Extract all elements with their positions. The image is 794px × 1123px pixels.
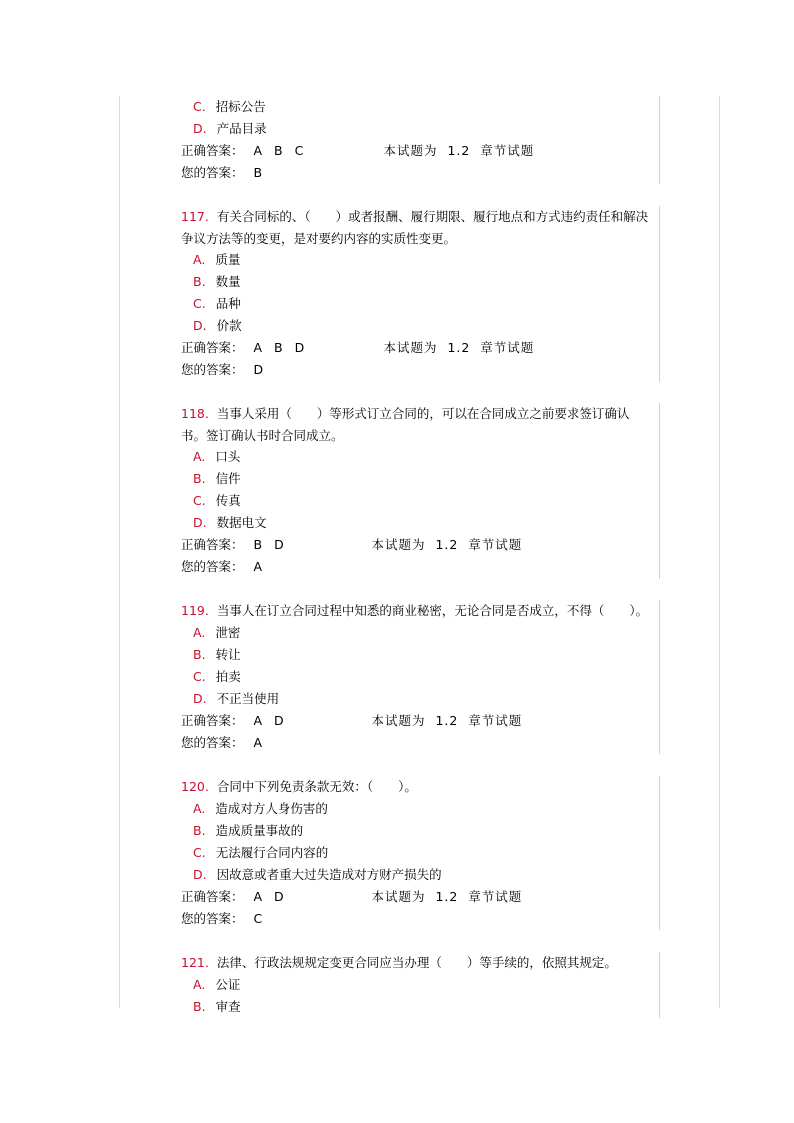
option-letter: C.	[193, 845, 206, 860]
correct-answer-label: 正确答案：	[181, 713, 244, 728]
option	[181, 644, 659, 666]
option	[181, 820, 659, 842]
correct-answer-row	[181, 886, 659, 908]
correct-answer-value: A D	[253, 713, 288, 728]
your-answer-label: 您的答案：	[181, 165, 244, 180]
option-letter: D.	[193, 867, 207, 882]
option-text: 泄密	[215, 625, 241, 640]
question-number: 120.	[181, 779, 209, 794]
option-letter: D.	[193, 318, 207, 333]
option-letter: B.	[193, 647, 206, 662]
option-text: 审查	[215, 999, 241, 1014]
chapter-note: 本试题为 1.2 章节试题	[371, 713, 523, 728]
quiz-content	[181, 96, 659, 1018]
your-answer-value: D	[253, 362, 264, 377]
option-letter: C.	[193, 296, 206, 311]
your-answer-row	[181, 732, 659, 754]
question-text	[181, 206, 653, 249]
question-number: 119.	[181, 603, 209, 618]
correct-answer-value: A D	[253, 889, 288, 904]
your-answer-row	[181, 556, 659, 578]
option	[181, 798, 659, 820]
question-number: 117.	[181, 209, 209, 224]
option-letter: A.	[193, 625, 206, 640]
option	[181, 622, 659, 644]
option-letter: D.	[193, 691, 207, 706]
option	[181, 249, 659, 271]
option-letter: A.	[193, 252, 206, 267]
chapter-note: 本试题为 1.2 章节试题	[383, 143, 535, 158]
option-letter: B.	[193, 274, 206, 289]
question-number: 118.	[181, 406, 209, 421]
correct-answer-value: A B D	[253, 340, 309, 355]
your-answer-row	[181, 359, 659, 381]
option-text: 招标公告	[215, 99, 266, 114]
your-answer-value: A	[253, 735, 263, 750]
option	[181, 666, 659, 688]
question-stem: 合同中下列免责条款无效：（ ）。	[216, 779, 417, 794]
option	[181, 688, 659, 710]
option-text: 公证	[215, 977, 241, 992]
option-letter: C.	[193, 493, 206, 508]
question-121-partial	[181, 952, 659, 1018]
correct-answer-label: 正确答案：	[181, 537, 244, 552]
question-stem: 当事人在订立合同过程中知悉的商业秘密，无论合同是否成立，不得（ ）。	[216, 603, 649, 618]
option-text: 不正当使用	[216, 691, 280, 706]
question-120	[181, 776, 659, 930]
question-stem: 法律、行政法规规定变更合同应当办理（ ）等手续的，依照其规定。	[216, 955, 617, 970]
option	[181, 864, 659, 886]
correct-answer-value: B D	[253, 537, 288, 552]
question-text	[181, 600, 659, 622]
option-letter: B.	[193, 471, 206, 486]
your-answer-label: 您的答案：	[181, 911, 244, 926]
option	[181, 96, 659, 118]
option-text: 拍卖	[215, 669, 241, 684]
correct-answer-label: 正确答案：	[181, 889, 244, 904]
question-117	[181, 206, 659, 381]
question-text	[181, 776, 659, 798]
option	[181, 996, 659, 1018]
your-answer-label: 您的答案：	[181, 735, 244, 750]
chapter-note: 本试题为 1.2 章节试题	[371, 537, 523, 552]
option	[181, 293, 659, 315]
option-text: 造成对方人身伤害的	[215, 801, 328, 816]
option-text: 因故意或者重大过失造成对方财产损失的	[216, 867, 442, 882]
option-text: 转让	[215, 647, 241, 662]
your-answer-value: A	[253, 559, 263, 574]
option	[181, 118, 659, 140]
option	[181, 842, 659, 864]
option-text: 产品目录	[216, 121, 267, 136]
question-stem: 当事人采用（ ）等形式订立合同的，可以在合同成立之前要求签订确认书。签订确认书时合同成立。	[181, 406, 630, 443]
page-frame-right	[719, 96, 720, 1008]
question-118	[181, 403, 659, 578]
question-text	[181, 952, 659, 974]
correct-answer-value: A B C	[253, 143, 308, 158]
option-text: 无法履行合同内容的	[215, 845, 329, 860]
option-text: 传真	[215, 493, 241, 508]
option-text: 质量	[215, 252, 241, 267]
option-text: 价款	[216, 318, 242, 333]
page-frame-left	[119, 96, 120, 1008]
option-letter: C.	[193, 669, 206, 684]
question-stem: 有关合同标的、（ ）或者报酬、履行期限、履行地点和方式违约责任和解决争议方法等的变更，是对要约内容的实质性变更。	[181, 209, 649, 246]
option-letter: C.	[193, 99, 206, 114]
your-answer-value: C	[253, 911, 263, 926]
question-partial-top	[181, 96, 659, 184]
option-text: 信件	[215, 471, 241, 486]
option-letter: B.	[193, 999, 206, 1014]
your-answer-row	[181, 908, 659, 930]
option-text: 数量	[215, 274, 241, 289]
option-letter: D.	[193, 515, 207, 530]
chapter-note: 本试题为 1.2 章节试题	[371, 889, 523, 904]
option	[181, 512, 659, 534]
your-answer-row	[181, 162, 659, 184]
correct-answer-label: 正确答案：	[181, 340, 244, 355]
question-number: 121.	[181, 955, 209, 970]
your-answer-value: B	[253, 165, 263, 180]
option	[181, 446, 659, 468]
option	[181, 271, 659, 293]
your-answer-label: 您的答案：	[181, 362, 244, 377]
option-letter: B.	[193, 823, 206, 838]
option-text: 品种	[215, 296, 241, 311]
correct-answer-label: 正确答案：	[181, 143, 244, 158]
chapter-note: 本试题为 1.2 章节试题	[383, 340, 535, 355]
option	[181, 468, 659, 490]
correct-answer-row	[181, 140, 659, 162]
correct-answer-row	[181, 710, 659, 732]
option-letter: A.	[193, 801, 206, 816]
correct-answer-row	[181, 534, 659, 556]
option-text: 数据电文	[216, 515, 267, 530]
your-answer-label: 您的答案：	[181, 559, 244, 574]
option-letter: D.	[193, 121, 207, 136]
question-119	[181, 600, 659, 754]
option	[181, 490, 659, 512]
option-text: 造成质量事故的	[215, 823, 304, 838]
option-letter: A.	[193, 449, 206, 464]
option	[181, 315, 659, 337]
correct-answer-row	[181, 337, 659, 359]
option	[181, 974, 659, 996]
option-letter: A.	[193, 977, 206, 992]
question-text	[181, 403, 653, 446]
option-text: 口头	[215, 449, 241, 464]
